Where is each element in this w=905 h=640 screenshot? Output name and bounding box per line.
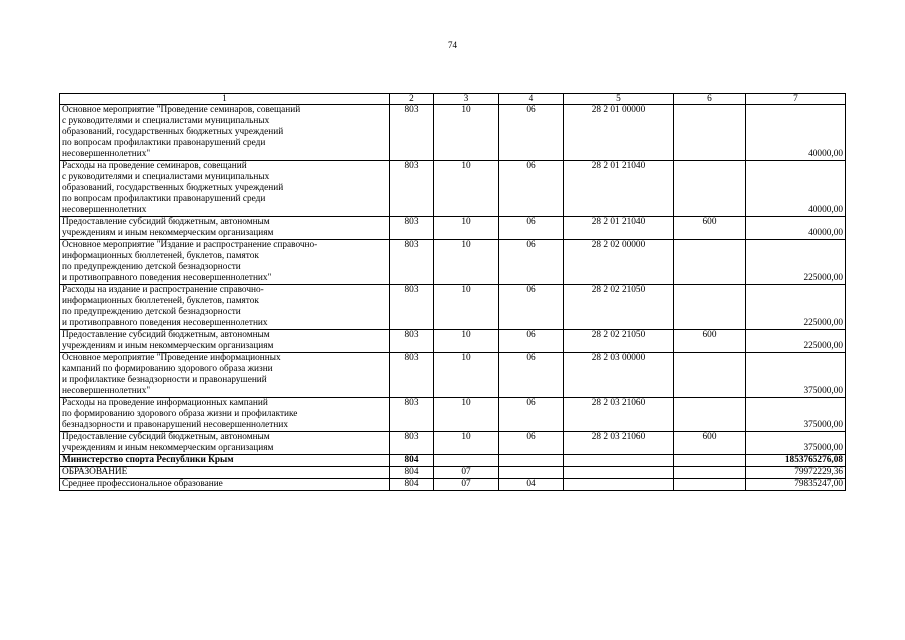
table-row bbox=[60, 467, 846, 479]
cell-ministry-code: 803 bbox=[390, 330, 434, 353]
cell-target-article: 28 2 01 21040 bbox=[564, 217, 674, 240]
cell-section-code: 07 bbox=[434, 467, 499, 479]
cell-subsection-code bbox=[499, 455, 564, 467]
cell-subsection-code: 06 bbox=[499, 353, 564, 398]
table-row bbox=[60, 455, 846, 467]
cell-name: Предоставление субсидий бюджетным, автономным учреждениям и иным некоммерческим организациям bbox=[60, 217, 390, 240]
cell-ministry-code: 803 bbox=[390, 217, 434, 240]
cell-subsection-code: 04 bbox=[499, 479, 564, 491]
cell-target-article: 28 2 01 21040 bbox=[564, 161, 674, 217]
cell-name: Расходы на проведение информационных кампаний по формированию здорового образа жизни и профилактике безнадзорности и правонарушений несовершеннолетних bbox=[60, 398, 390, 432]
cell-target-article: 28 2 03 21060 bbox=[564, 432, 674, 455]
cell-target-article bbox=[564, 467, 674, 479]
cell-amount: 225000,00 bbox=[746, 285, 846, 330]
cell-subsection-code: 06 bbox=[499, 330, 564, 353]
table-row bbox=[60, 479, 846, 491]
cell-expense-type bbox=[674, 479, 746, 491]
cell-amount: 225000,00 bbox=[746, 330, 846, 353]
table-row bbox=[60, 217, 846, 240]
cell-subsection-code: 06 bbox=[499, 217, 564, 240]
table-row bbox=[60, 398, 846, 432]
cell-target-article bbox=[564, 479, 674, 491]
cell-amount: 375000,00 bbox=[746, 398, 846, 432]
cell-subsection-code: 06 bbox=[499, 161, 564, 217]
cell-ministry-code: 804 bbox=[390, 455, 434, 467]
cell-name: ОБРАЗОВАНИЕ bbox=[60, 467, 390, 479]
cell-subsection-code: 06 bbox=[499, 285, 564, 330]
cell-section-code: 10 bbox=[434, 217, 499, 240]
cell-amount: 79835247,00 bbox=[746, 479, 846, 491]
cell-amount: 40000,00 bbox=[746, 161, 846, 217]
cell-amount: 79972229,36 bbox=[746, 467, 846, 479]
cell-section-code: 10 bbox=[434, 398, 499, 432]
cell-amount: 375000,00 bbox=[746, 353, 846, 398]
cell-name: Предоставление субсидий бюджетным, автономным учреждениям и иным некоммерческим организациям bbox=[60, 330, 390, 353]
cell-target-article: 28 2 03 00000 bbox=[564, 353, 674, 398]
cell-ministry-code: 804 bbox=[390, 467, 434, 479]
cell-amount: 225000,00 bbox=[746, 240, 846, 285]
cell-section-code: 07 bbox=[434, 479, 499, 491]
table-body bbox=[60, 94, 846, 491]
header-cell-5: 5 bbox=[564, 94, 674, 105]
cell-section-code: 10 bbox=[434, 432, 499, 455]
cell-amount: 375000,00 bbox=[746, 432, 846, 455]
header-cell-6: 6 bbox=[674, 94, 746, 105]
cell-name: Министерство спорта Республики Крым bbox=[60, 455, 390, 467]
cell-expense-type bbox=[674, 455, 746, 467]
table-row bbox=[60, 432, 846, 455]
cell-target-article bbox=[564, 455, 674, 467]
cell-ministry-code: 803 bbox=[390, 161, 434, 217]
cell-name: Основное мероприятие "Издание и распространение справочно- информационных бюллетеней, буклетов, памяток по предупреждению детской безнадзорности и противоправного поведения несовершеннолетних" bbox=[60, 240, 390, 285]
header-cell-4: 4 bbox=[499, 94, 564, 105]
cell-ministry-code: 803 bbox=[390, 398, 434, 432]
cell-section-code bbox=[434, 455, 499, 467]
cell-ministry-code: 804 bbox=[390, 479, 434, 491]
cell-name: Предоставление субсидий бюджетным, автономным учреждениям и иным некоммерческим организациям bbox=[60, 432, 390, 455]
cell-expense-type bbox=[674, 285, 746, 330]
cell-section-code: 10 bbox=[434, 330, 499, 353]
cell-expense-type bbox=[674, 398, 746, 432]
cell-expense-type bbox=[674, 240, 746, 285]
cell-amount: 40000,00 bbox=[746, 105, 846, 161]
cell-ministry-code: 803 bbox=[390, 353, 434, 398]
cell-target-article: 28 2 03 21060 bbox=[564, 398, 674, 432]
cell-name: Среднее профессиональное образование bbox=[60, 479, 390, 491]
cell-expense-type bbox=[674, 161, 746, 217]
budget-table bbox=[59, 93, 846, 491]
cell-expense-type: 600 bbox=[674, 330, 746, 353]
cell-section-code: 10 bbox=[434, 105, 499, 161]
cell-amount: 40000,00 bbox=[746, 217, 846, 240]
table-header-row bbox=[60, 94, 846, 105]
table-row bbox=[60, 353, 846, 398]
cell-section-code: 10 bbox=[434, 285, 499, 330]
cell-subsection-code bbox=[499, 467, 564, 479]
header-cell-2: 2 bbox=[390, 94, 434, 105]
header-cell-1: 1 bbox=[60, 94, 390, 105]
cell-subsection-code: 06 bbox=[499, 432, 564, 455]
header-cell-3: 3 bbox=[434, 94, 499, 105]
cell-amount: 1853765276,08 bbox=[746, 455, 846, 467]
cell-target-article: 28 2 02 21050 bbox=[564, 330, 674, 353]
cell-expense-type bbox=[674, 353, 746, 398]
cell-ministry-code: 803 bbox=[390, 432, 434, 455]
cell-ministry-code: 803 bbox=[390, 285, 434, 330]
table-row bbox=[60, 330, 846, 353]
page-number: 74 bbox=[448, 40, 457, 50]
cell-name: Расходы на проведение семинаров, совещаний с руководителями и специалистами муниципальных образований, государственных бюджетных учреждений по вопросам профилактики правонарушений среди несовершеннолетних bbox=[60, 161, 390, 217]
cell-expense-type bbox=[674, 467, 746, 479]
cell-target-article: 28 2 02 21050 bbox=[564, 285, 674, 330]
table-row bbox=[60, 161, 846, 217]
cell-expense-type bbox=[674, 105, 746, 161]
cell-section-code: 10 bbox=[434, 161, 499, 217]
table-row bbox=[60, 105, 846, 161]
header-cell-7: 7 bbox=[746, 94, 846, 105]
table-row bbox=[60, 240, 846, 285]
cell-expense-type: 600 bbox=[674, 432, 746, 455]
cell-target-article: 28 2 01 00000 bbox=[564, 105, 674, 161]
cell-name: Расходы на издание и распространение справочно- информационных бюллетеней, буклетов, памяток по предупреждению детской безнадзорности и противоправного поведения несовершеннолетних bbox=[60, 285, 390, 330]
cell-target-article: 28 2 02 00000 bbox=[564, 240, 674, 285]
cell-subsection-code: 06 bbox=[499, 398, 564, 432]
cell-name: Основное мероприятие "Проведение семинаров, совещаний с руководителями и специалистами муниципальных образований, государственных бюджетных учреждений по вопросам профилактики правонарушений среди несовершеннолетних" bbox=[60, 105, 390, 161]
cell-expense-type: 600 bbox=[674, 217, 746, 240]
table-row bbox=[60, 285, 846, 330]
cell-section-code: 10 bbox=[434, 240, 499, 285]
cell-subsection-code: 06 bbox=[499, 240, 564, 285]
cell-subsection-code: 06 bbox=[499, 105, 564, 161]
cell-ministry-code: 803 bbox=[390, 105, 434, 161]
cell-ministry-code: 803 bbox=[390, 240, 434, 285]
cell-section-code: 10 bbox=[434, 353, 499, 398]
cell-name: Основное мероприятие "Проведение информационных кампаний по формированию здорового образа жизни и профилактике безнадзорности и правонарушений несовершеннолетних" bbox=[60, 353, 390, 398]
